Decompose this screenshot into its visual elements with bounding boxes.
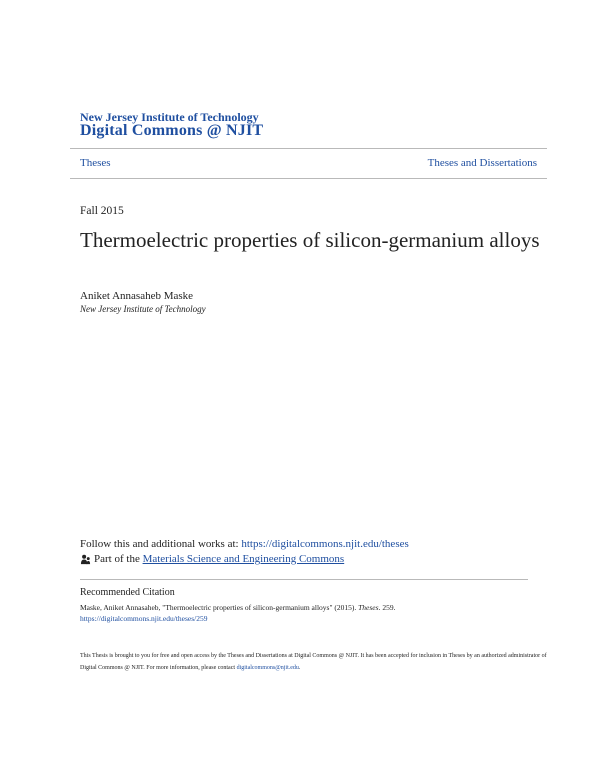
part-of-line	[80, 553, 344, 565]
citation-text	[80, 602, 540, 624]
header-divider	[70, 148, 547, 149]
collection-link[interactable]: Theses and Dissertations	[427, 157, 537, 169]
citation-url-link[interactable]: https://digitalcommons.njit.edu/theses/259	[80, 614, 208, 623]
access-notice	[80, 650, 550, 674]
citation-divider	[80, 579, 528, 580]
paper-title: Thermoelectric properties of silicon-germanium alloys	[80, 228, 540, 252]
author-affiliation: New Jersey Institute of Technology	[80, 304, 206, 314]
citation-suffix: . 259.	[378, 603, 396, 612]
citation-series: Theses	[358, 603, 379, 612]
institution-name[interactable]: New Jersey Institute of Technology	[80, 110, 259, 124]
follow-url-link[interactable]: https://digitalcommons.njit.edu/theses	[241, 538, 409, 550]
follow-line	[80, 538, 409, 550]
notice-text: This Thesis is brought to you for free and open access by the Theses and Dissertations at Digital Commons @ NJIT. It has been accepted for inclusion in Theses by an authorized administrator of Digital Commons @ NJIT. For more information, please contact	[80, 653, 547, 671]
series-link[interactable]: Theses	[80, 157, 111, 169]
follow-prefix: Follow this and additional works at:	[80, 538, 242, 550]
nav-divider	[70, 178, 547, 179]
publication-date: Fall 2015	[80, 205, 124, 217]
repository-name[interactable]: Digital Commons @ NJIT	[80, 122, 264, 139]
part-of-prefix: Part of the	[94, 553, 143, 565]
notice-end: .	[298, 665, 301, 671]
citation-heading: Recommended Citation	[80, 587, 175, 598]
commons-link[interactable]: Materials Science and Engineering Commons	[142, 553, 345, 565]
contact-email-link[interactable]: digitalcommons@njit.edu	[236, 665, 299, 671]
author-name: Aniket Annasaheb Maske	[80, 290, 194, 302]
citation-prefix: Maske, Aniket Annasaheb, "Thermoelectric properties of silicon-germanium alloys" (2015).	[80, 603, 359, 612]
people-network-icon	[80, 554, 91, 565]
